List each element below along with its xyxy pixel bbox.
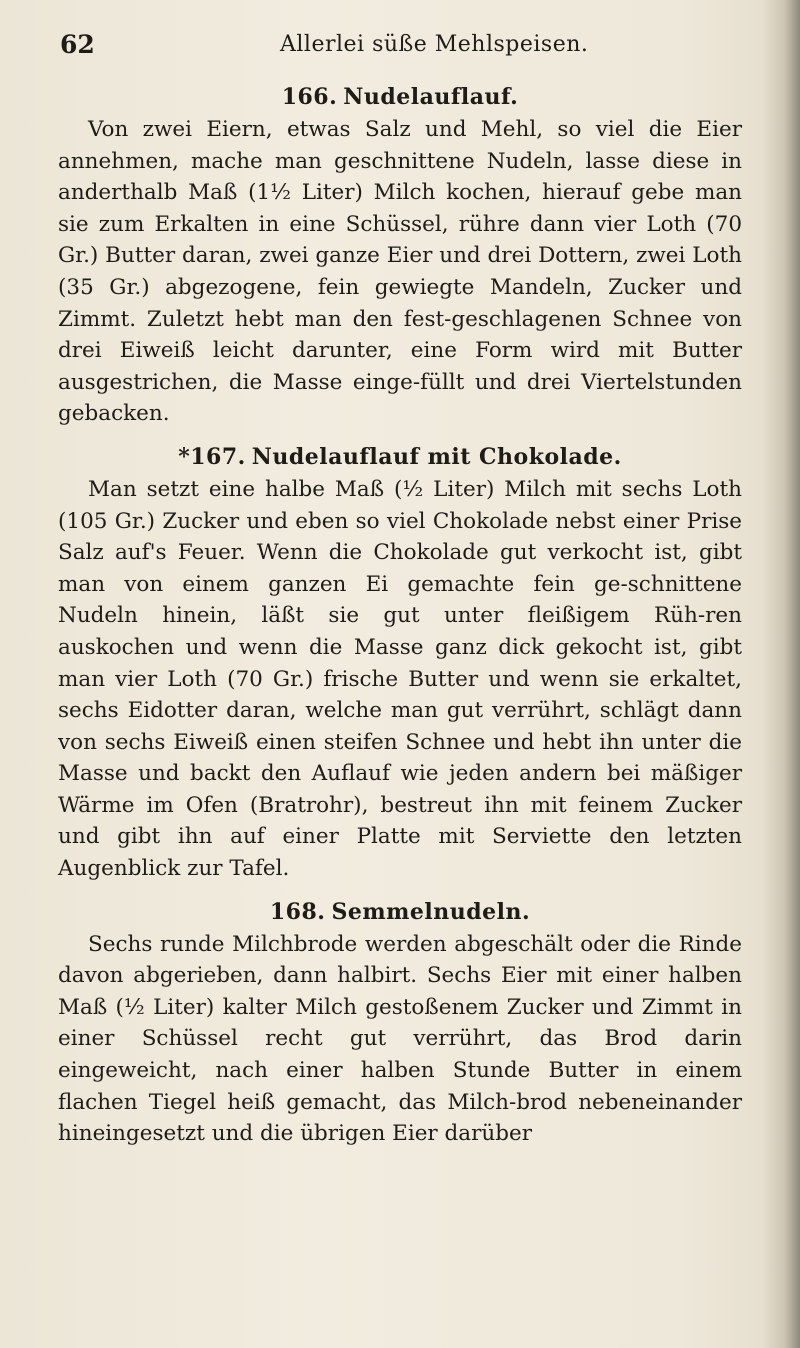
- recipe-text: Man setzt eine halbe Maß (½ Liter) Milch mit sechs Loth (105 Gr.) Zucker und eben so viel Chokolade nebst einer Prise Salz auf's Feuer. Wenn die Chokolade gut verkocht ist, gibt man von einem ganzen Ei gemachte fein ge-schnittene Nudeln hinein, läßt sie gut unter fleißigem Rüh-ren auskochen und wenn die Masse ganz dick gekocht ist, gibt man vier Loth (70 Gr.) frische Butter und wenn sie erkaltet, sechs Eidotter daran, welche man gut verrührt, schlägt dann von sechs Eiweiß einen steifen Schnee und hebt ihn unter die Masse und backt den Auflauf wie jeden andern bei mäßiger Wärme im Ofen (Bratrohr), bestreut ihn mit feinem Zucker und gibt ihn auf einer Platte mit Serviette den letzten Augenblick zur Tafel.: [58, 476, 742, 882]
- recipe-166: [58, 80, 742, 430]
- recipe-text: Sechs runde Milchbrode werden abgeschält oder die Rinde davon abgerieben, dann halbirt. Sechs Eier mit einer halben Maß (½ Liter) kalter Milch gestoßenem Zucker und Zimmt in einer Schüssel recht gut verrührt, das Brod darin eingeweicht, nach einer halben Stunde Butter in einem flachen Tiegel heiß gemacht, das Milch-brod nebeneinander hineingesetzt und die übrigen Eier darüber: [58, 931, 742, 1147]
- recipe-title: [58, 895, 742, 929]
- running-head: Allerlei süße Mehlspeisen.: [280, 32, 589, 57]
- recipe-title-text: Nudelauflauf mit Chokolade.: [251, 443, 622, 470]
- recipe-title: [58, 440, 742, 474]
- page-edge-shadow: [762, 0, 800, 1348]
- recipe-168: [58, 895, 742, 1150]
- recipe-text: Von zwei Eiern, etwas Salz und Mehl, so viel die Eier annehmen, mache man geschnittene Nudeln, lasse diese in anderthalb Maß (1½ Liter) Milch kochen, hierauf gebe man sie zum Erkalten in eine Schüssel, rühre dann vier Loth (70 Gr.) Butter daran, zwei ganze Eier und drei Dottern, zwei Loth (35 Gr.) abgezogene, fein gewiegte Mandeln, Zucker und Zimmt. Zuletzt hebt man den fest-geschlagenen Schnee von drei Eiweiß leicht darunter, eine Form wird mit Butter ausgestrichen, die Masse einge-füllt und drei Viertelstunden gebacken.: [58, 117, 742, 427]
- page-header: [60, 30, 740, 60]
- page-content: [58, 80, 742, 1160]
- recipe-number: 168.: [269, 898, 326, 925]
- recipe-title-text: Nudelauflauf.: [343, 84, 519, 110]
- recipe-number: 166.: [281, 84, 338, 110]
- recipe-title: [58, 80, 742, 114]
- recipe-167: [58, 440, 742, 885]
- recipe-title-text: Semmelnudeln.: [331, 898, 531, 925]
- page-number: 62: [60, 30, 95, 59]
- recipe-number: *167.: [178, 443, 246, 470]
